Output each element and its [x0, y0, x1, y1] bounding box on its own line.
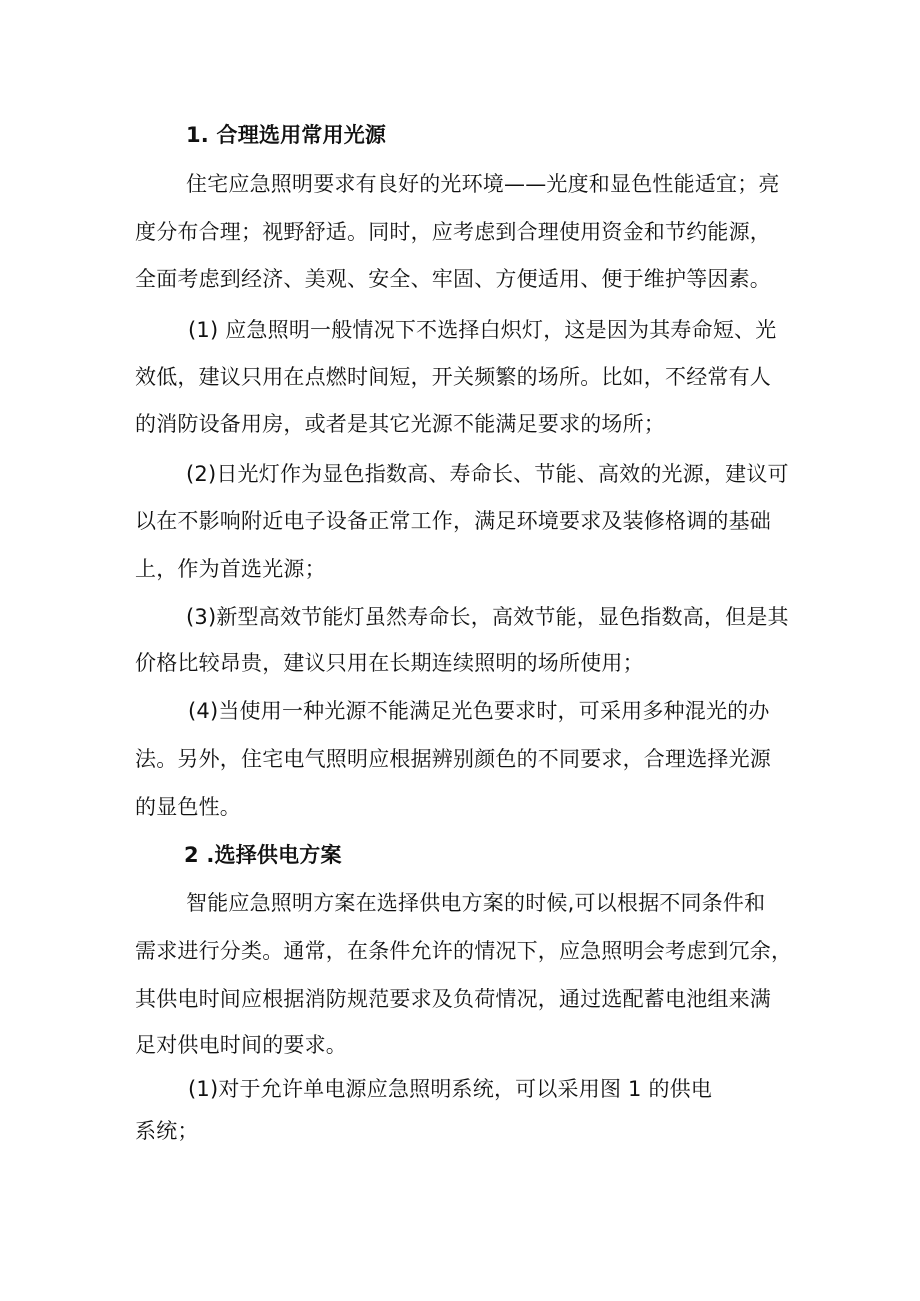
paragraph-line: 度分布合理；视野舒适。同时，应考虑到合理使用资金和节约能源，: [135, 220, 771, 244]
paragraph-line: 法。另外，住宅电气照明应根据辨别颜色的不同要求，合理选择光源: [135, 747, 771, 771]
paragraph-line: 的消防设备用房，或者是其它光源不能满足要求的场所；: [135, 412, 665, 436]
section-2-heading: 2 .选择供电方案: [184, 843, 342, 867]
paragraph-line: 效低，建议只用在点燃时间短，开关频繁的场所。比如，不经常有人: [135, 365, 771, 389]
paragraph-line: (1)对于允许单电源应急照明系统，可以采用图 1 的供电: [188, 1077, 713, 1101]
paragraph-line: 全面考虑到经济、美观、安全、牢固、方便适用、便于维护等因素。: [135, 267, 771, 291]
paragraph-line: (3)新型高效节能灯虽然寿命长，高效节能，显色指数高，但是其: [186, 605, 789, 629]
paragraph-line: 住宅应急照明要求有良好的光环境——光度和显色性能适宜；亮: [186, 172, 780, 196]
paragraph-line: 足对供电时间的要求。: [135, 1033, 347, 1057]
paragraph-line: (2)日光灯作为显色指数高、寿命长、节能、高效的光源，建议可: [186, 462, 789, 486]
paragraph-line: 系统；: [135, 1119, 199, 1143]
paragraph-line: 智能应急照明方案在选择供电方案的时候,可以根据不同条件和: [186, 891, 766, 915]
paragraph-line: (4)当使用一种光源不能满足光色要求时，可采用多种混光的办: [188, 699, 770, 723]
paragraph-line: 价格比较昂贵，建议只用在长期连续照明的场所使用；: [135, 651, 644, 675]
paragraph-line: 上，作为首选光源；: [135, 557, 326, 581]
paragraph-line: 其供电时间应根据消防规范要求及负荷情况，通过选配蓄电池组来满: [135, 987, 771, 1011]
paragraph-line: 以在不影响附近电子设备正常工作，满足环境要求及装修格调的基础: [135, 509, 771, 533]
paragraph-line: (1) 应急照明一般情况下不选择白炽灯，这是因为其寿命短、光: [188, 318, 777, 342]
section-1-heading: 1. 合理选用常用光源: [186, 123, 387, 147]
paragraph-line: 需求进行分类。通常，在条件允许的情况下，应急照明会考虑到冗余，: [135, 939, 793, 963]
paragraph-line: 的显色性。: [135, 795, 241, 819]
